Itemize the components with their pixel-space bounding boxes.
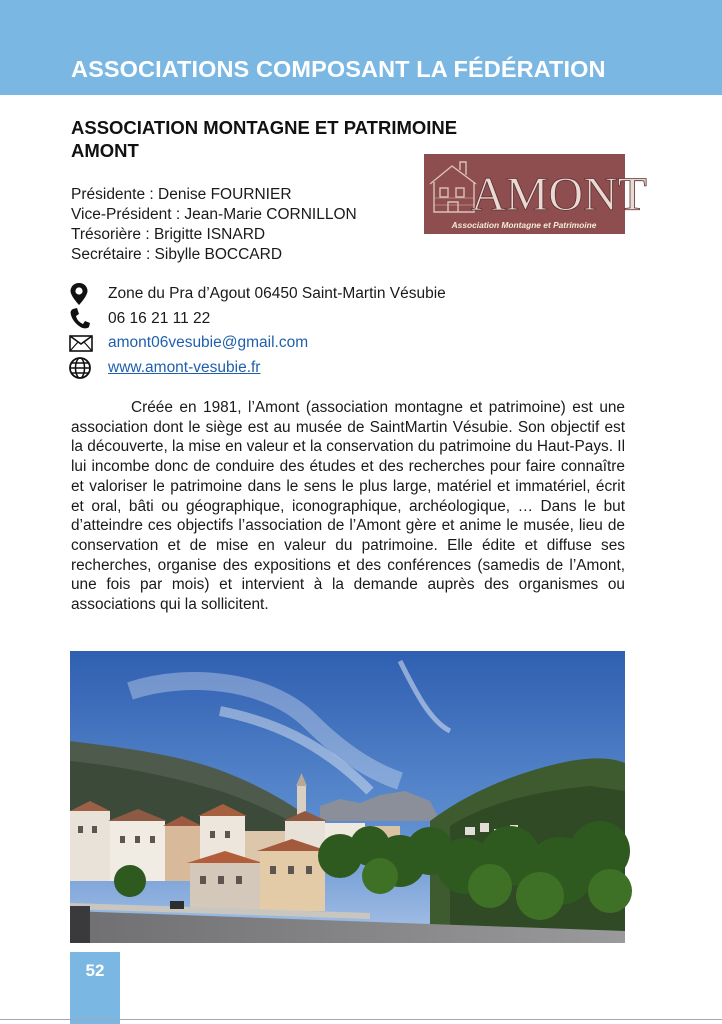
description-text: Créée en 1981, l’Amont (association montagne et patrimoine) est une association dont le siège est au musée de SaintMartin Vésubie. Son objectif est la découverte, la mise en valeur et la conservation du patrimoine du Haut-Pays. Il lui incombe donc de conduire des études et des recherches pour faire connaître et valoriser le patrimoine dans le sens le plus large, matériel et immatériel, écrit et oral, bâti ou géographique, iconographique, archéologique, … Dans le but d’atteindre ces objectifs l’association de l’Amont gère et anime le musée, lieu de conservation et de mise en valeur du patrimoine. Elle édite et diffuse ses recherches, organise des expositions et des conférences (samedis de l’Amont, une fois par mois) et intervient à la demande auprès des organismes ou associations qui la sollicitent. xyxy=(71,399,625,614)
header-band xyxy=(0,0,722,95)
map-pin-icon xyxy=(68,282,94,306)
association-name-line2: AMONT xyxy=(71,140,139,161)
officer-treasurer: Trésorière : Brigitte ISNARD xyxy=(71,226,266,243)
page-number: 52 xyxy=(85,961,105,980)
officer-president: Présidente : Denise FOURNIER xyxy=(71,186,292,203)
officer-secretary: Secrétaire : Sibylle BOCCARD xyxy=(71,246,283,263)
email-link[interactable]: amont06vesubie@gmail.com xyxy=(108,334,309,351)
page-number-tab xyxy=(70,952,120,1024)
logo-wordmark: AMONT xyxy=(471,168,647,221)
amont-logo xyxy=(424,154,647,234)
address-text: Zone du Pra d’Agout 06450 Saint-Martin Vésubie xyxy=(108,285,446,302)
village-photo xyxy=(70,651,625,943)
envelope-icon xyxy=(68,331,94,355)
website-link[interactable]: www.amont-vesubie.fr xyxy=(108,358,261,376)
description-paragraph xyxy=(71,398,625,615)
bottom-divider xyxy=(0,1019,722,1020)
logo-tagline: Association Montagne et Patrimoine xyxy=(451,220,597,230)
officer-vice-president: Vice-Président : Jean-Marie CORNILLON xyxy=(71,206,357,223)
phone-text[interactable]: 06 16 21 11 22 xyxy=(108,309,211,327)
globe-icon xyxy=(68,356,94,380)
section-title: ASSOCIATIONS COMPOSANT LA FÉDÉRATION xyxy=(71,56,606,82)
phone-icon xyxy=(68,307,94,331)
association-name-line1: ASSOCIATION MONTAGNE ET PATRIMOINE xyxy=(71,117,458,138)
officers-list xyxy=(71,185,357,265)
